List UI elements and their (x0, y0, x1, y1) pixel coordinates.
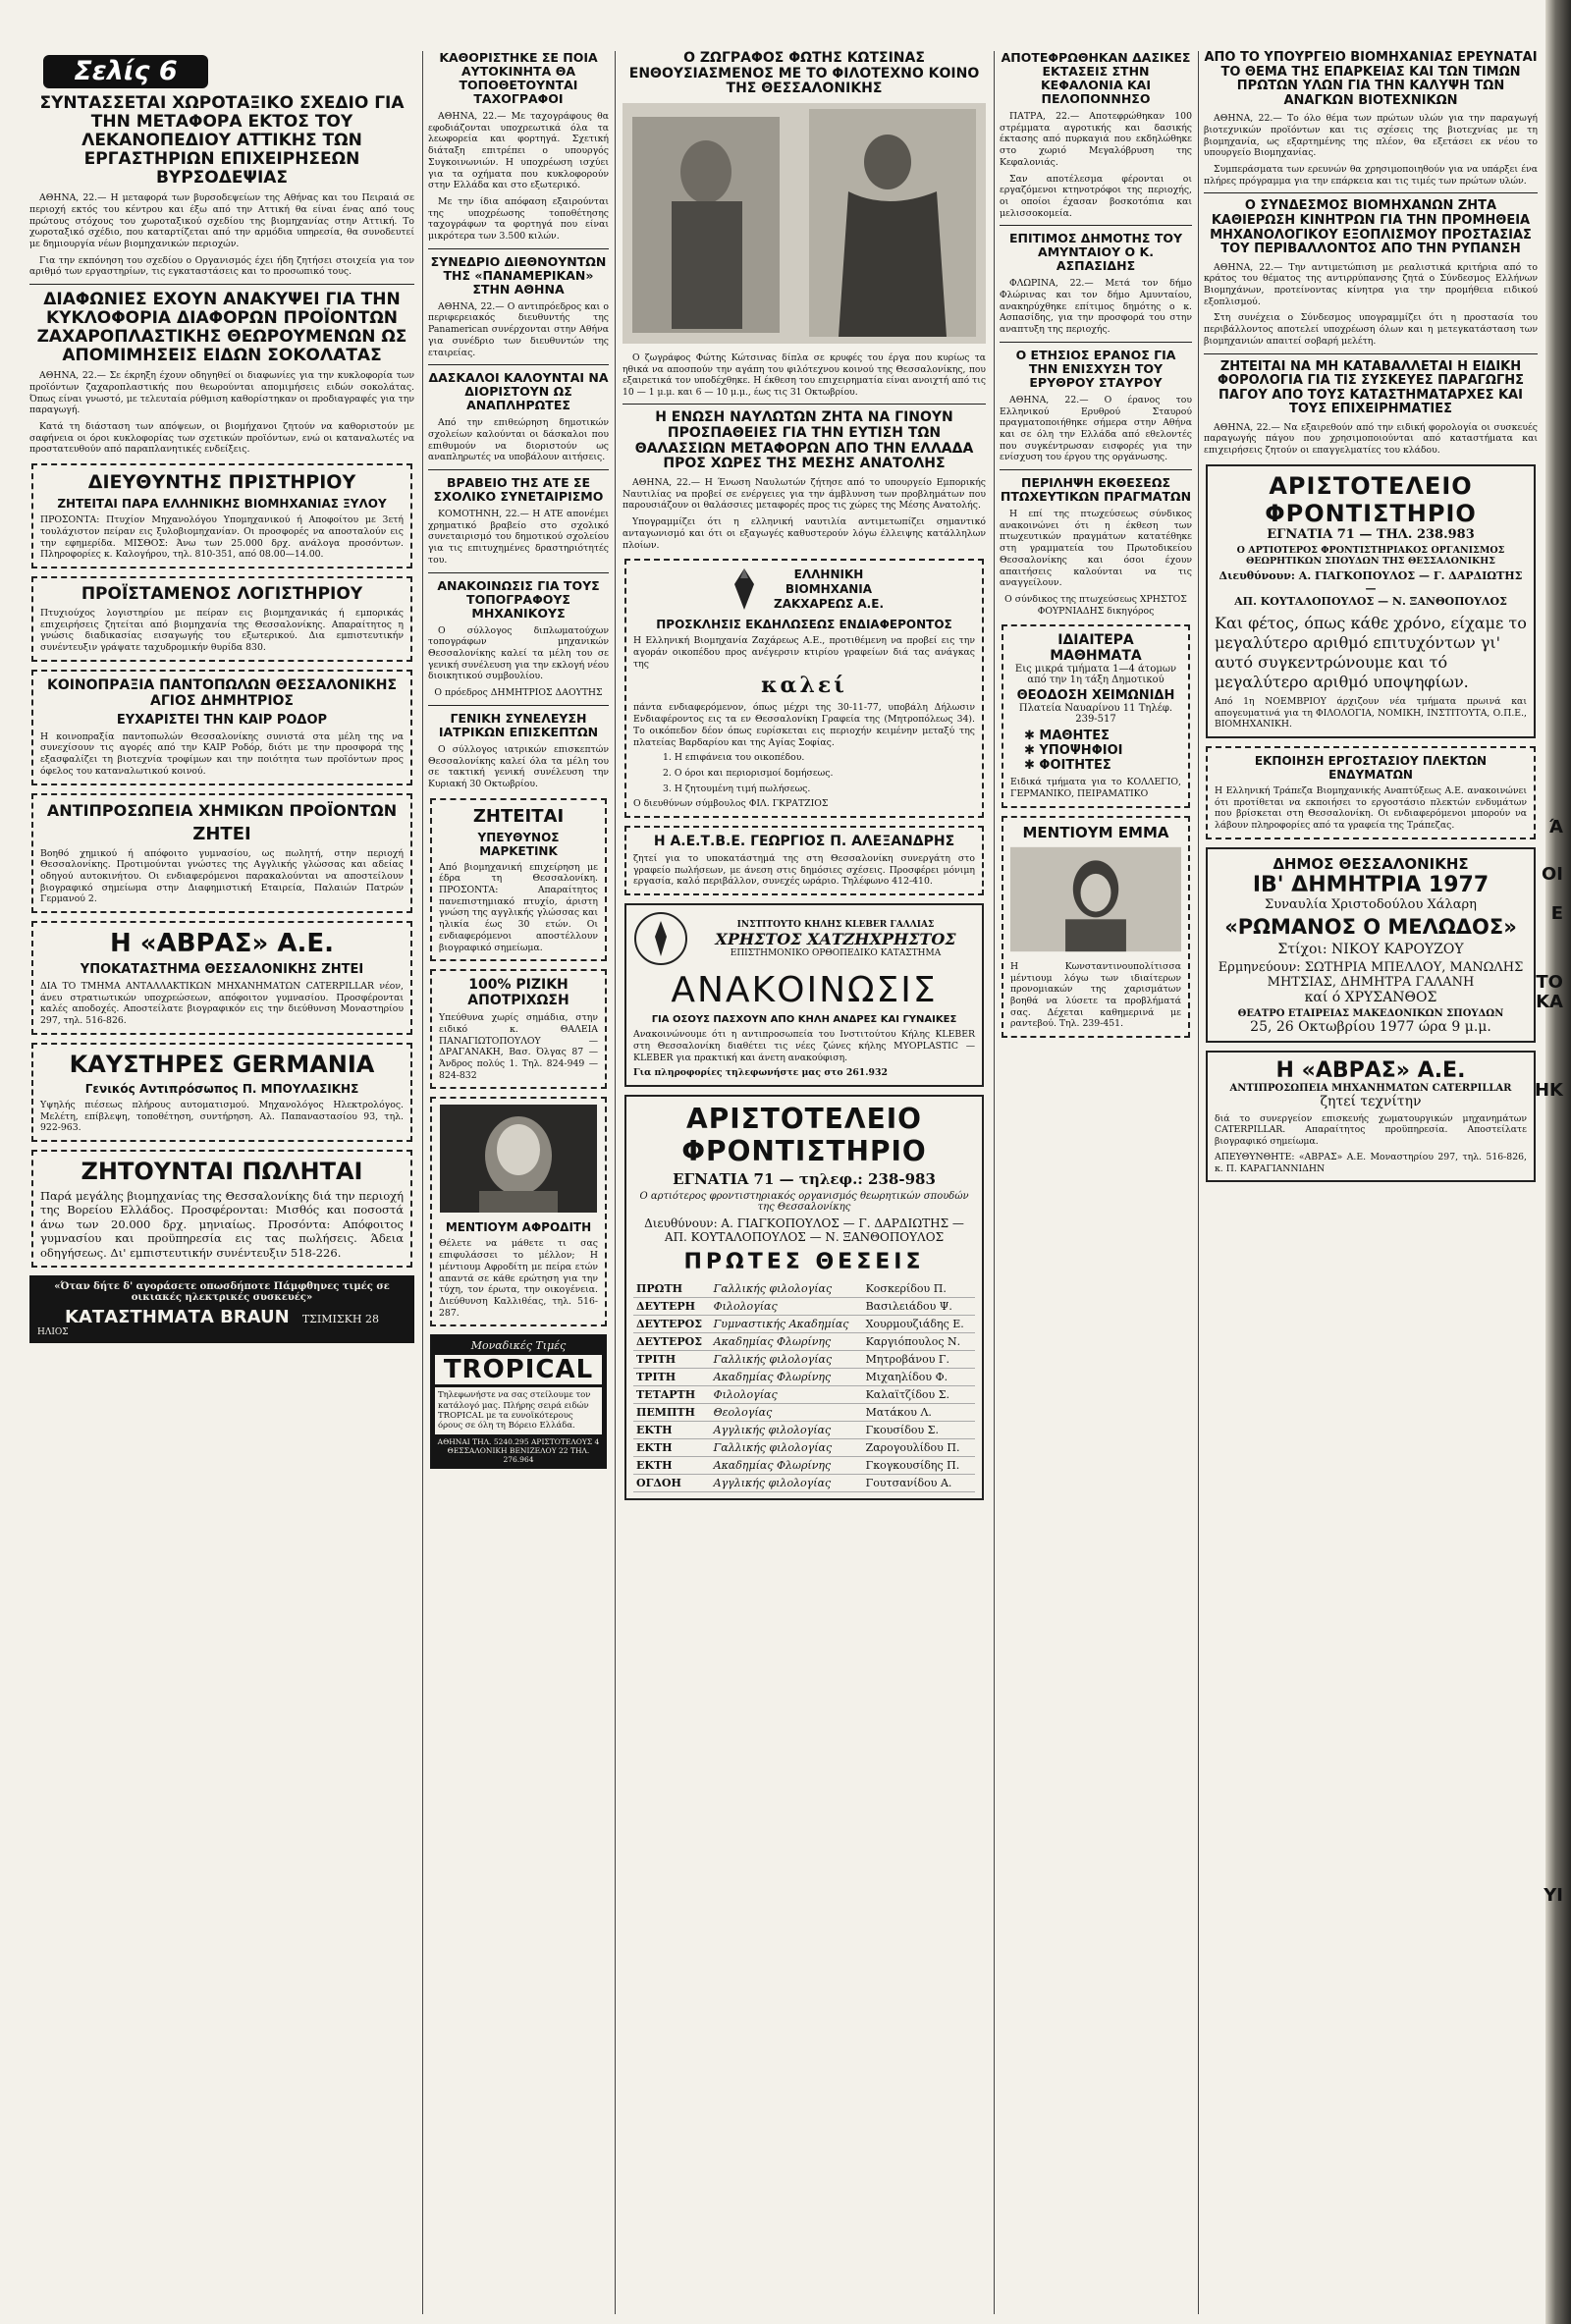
body-text: Κατά τη διάσταση των απόψεων, οι βιομήχανοι ζητούν να καθοριστούν με σαφήνεια οι όροι κυκλοφορίας των σχετικών προϊόντων, ενώ οι καταναλωτές να προστατευθούν από παραπλανητικές ενδείξεις. (29, 421, 414, 456)
body-text: Με την ίδια απόφαση εξαιρούνται της υποχρέωσης τοποθέτησης ταχογράφων τα φορτηγά που είναι μικρότερα των 3.500 κιλών. (428, 195, 609, 243)
rank-cell: ΕΚΤΗ (633, 1438, 711, 1456)
ad-subtitle: ΕΥΧΑΡΙΣΤΕΙ ΤΗΝ ΚΑΙΡ ΡΟΔΟΡ (116, 712, 328, 728)
ad-abras-2 (1206, 1051, 1536, 1183)
ad-apotrichosi (430, 969, 607, 1089)
portrait-photo (1010, 845, 1181, 953)
star-icon: ✱ (1024, 758, 1040, 774)
edge-letter: Ά (1548, 817, 1563, 838)
ad-alexandris (624, 826, 984, 895)
divider (1000, 342, 1192, 343)
painter-photo (623, 103, 986, 344)
brand-line: ΒΙΟΜΗΧΑΝΙΑ (785, 581, 873, 596)
brand-line: ΕΛΛΗΝΙΚΗ (793, 567, 864, 581)
ad-lyrics: Στίχοι: ΝΙΚΟΥ ΚΑΡΟΥΖΟΥ (1277, 941, 1464, 957)
ad-slogan: Και φέτος, όπως κάθε χρόνο, είχαμε το μεγαλύτερο αριθμό επιτυχόντων γι' αυτό συγκεντρώνουμε και τό μεγαλύτερο αριθμό υποψηφίων. (1215, 613, 1527, 691)
school-cell: Αγγλικής φιλολογίας (711, 1421, 863, 1438)
ad-title: 100% ΡΙΖΙΚΗ ΑΠΟΤΡΙΧΩΣΗ (467, 977, 569, 1009)
student-cell: Γουτσανίδου Α. (863, 1474, 975, 1491)
ad-aristoteleio-2 (1206, 464, 1536, 738)
page-number-label: Σελίς 6 (43, 55, 208, 88)
portrait-photo (439, 1105, 598, 1213)
ad-body: Παρά μεγάλης βιομηχανίας της Θεσσαλονίκης διά την περιοχή της Βορείου Ελλάδος. Προσφέρονται: Μισθός και ποσοστά άνω των 20.000 δρχ. μηνιαίως. Προσόντα: Απόφοιτος γυμνασίου και προϋπηρεσία εις τας πωλήσεις. Άδεια οδηγήσεως. Δι' εμπιστευτικήν συνέντευξιν 518-226. (40, 1189, 404, 1260)
photo-caption: Ο ζωγράφος Φώτης Κώτσινας δίπλα σε κρυφές του έργα που κυρίως τα ηθικά να αποσπούν την αγάπη του φιλότεχνου κοινού της Θεσσαλονίκης, που εξαιρετικά τον υποδέχθηκε. Η έκθεση του επιχειρηματία είναι ανοιχτή από τις 10 — 1 μ.μ. και 6 — 10 μ.μ., έως τις 31 Οκτωβρίου. (623, 352, 986, 398)
headline: ΑΠΟΤΕΦΡΩΘΗΚΑΝ ΔΑΣΙΚΕΣ ΕΚΤΑΣΕΙΣ ΣΤΗΝ ΚΕΦΑΛΟΝΙΑ ΚΑΙ ΠΕΛΟΠΟΝΝΗΣΟ (1001, 51, 1191, 106)
ad-address: ΕΓΝΑΤΙΑ 71 — ΤΗΛ. 238.983 (1267, 526, 1475, 542)
article-topografoi (428, 579, 609, 699)
ad-title: ΑΝΑΚΟΙΝΩΣΙΣ (671, 970, 938, 1011)
school-cell: Γαλλικής φιλολογίας (711, 1350, 863, 1368)
ad-title: TROPICAL (435, 1355, 602, 1384)
ad-body: Υπεύθυνα χωρίς σημάδια, στην ειδικό κ. ΘΑΛΕΙΑ ΠΑΝΑΓΙΩΤΟΠΟΥΛΟΥ — ΔΡΑΓΑΝΑΚΗ, Βασ. Όλγας 87 — Άνδρος πολύς 1. Τηλ. 824-949 — 824-832 (439, 1012, 598, 1081)
ad-description: Ο ΑΡΤΙΟΤΕΡΟΣ ΦΡΟΝΤΙΣΤΗΡΙΑΚΟΣ ΟΡΓΑΝΙΣΜΟΣ ΘΕΩΡΗΤΙΚΩΝ ΣΠΟΥΔΩΝ ΤΗΣ ΘΕΣΣΑΛΟΝΙΚΗΣ (1236, 544, 1505, 567)
ad-ekpoiisi (1206, 746, 1536, 839)
divider (1000, 469, 1192, 470)
ad-note: Από 1η ΝΟΕΜΒΡΙΟΥ άρχιζουν νέα τμήματα πρωινά και απογευματινά για τη ΦΙΛΟΛΟΓΙΑ, ΝΟΜΙΚΗ, ΙΝΣΤΙΤΟΥΤΑ, Ο.Π.Ε., ΒΙΟΜΗΧΑΝΙΚΗ. (1215, 695, 1527, 730)
article-syndesmos (1204, 199, 1538, 347)
ad-tagline: «Όταν δήτε δ' αγοράσετε οπωσδήποτε Πάμφθηνες τιμές σε οικιακές ηλεκτρικές συσκευές» (54, 1281, 390, 1304)
ad-mentioum-afroditi (430, 1097, 607, 1326)
ad-title: ΖΗΤΟΥΝΤΑΙ ΠΩΛΗΤΑΙ (81, 1158, 363, 1185)
ad-title: ΙΔΙΑΙΤΕΡΑ ΜΑΘΗΜΑΤΑ (1050, 632, 1142, 665)
ad-marketing (430, 798, 607, 962)
ad-body: Θέλετε να μάθετε τι σας επιφυλάσσει το μέλλον; Η μέντιουμ Αφροδίτη με πείρα ετών απαντά σε κάθε ερώτηση για την τύχη, τον έρωτα, την οικογένεια. Διεύθυνση Καλλιθέας, τηλ. 516-287. (439, 1238, 598, 1319)
rank-cell: ΕΚΤΗ (633, 1421, 711, 1438)
ad-contact: ΑΠΕΥΘΥΝΘΗΤΕ: «ΑΒΡΑΣ» Α.Ε. Μοναστηρίου 297, τηλ. 516-826, κ. Π. ΚΑΡΑΓΙΑΝΝΙΔΗΝ (1215, 1151, 1527, 1174)
article-ptoxefsi (1000, 476, 1192, 617)
article-pagos (1204, 360, 1538, 457)
ad-body: ζητεί για το υποκατάστημά της στη Θεσσαλονίκη συνεργάτη στο γραφείο πωλήσεων, με άνεση στις δημόσιες σχέσεις. Προσφέρει μόνιμη εργασία, καλό περιβάλλον, συνεχές ωράριο. Τηλέφωνο 412-410. (633, 853, 975, 888)
headline: Ο ΕΤΗΣΙΟΣ ΕΡΑΝΟΣ ΓΙΑ ΤΗΝ ΕΝΙΣΧΥΣΗ ΤΟΥ ΕΡΥΘΡΟΥ ΣΤΑΥΡΟΥ (1015, 347, 1176, 390)
student-cell: Καργιόπουλος Ν. (863, 1332, 975, 1350)
rank-cell: ΔΕΥΤΕΡΟΣ (633, 1315, 711, 1332)
ad-aristoteleio-1 (624, 1095, 984, 1500)
headline: ΖΗΤΕΙΤΑΙ ΝΑ ΜΗ ΚΑΤΑΒΑΛΛΕΤΑΙ Η ΕΙΔΙΚΗ ΦΟΡΟΛΟΓΙΑ ΓΙΑ ΤΙΣ ΣΥΣΚΕΥΕΣ ΠΑΡΑΓΩΓΗΣ ΠΑΓΟΥ ΑΠΟ ΤΟΥΣ ΚΑΤΑΣΤΗΜΑΤΑΡΧΕΣ ΚΑΙ ΤΟΥΣ ΕΠΙΧΕΙΡΗΜΑΤΙΕΣ (1217, 358, 1525, 417)
headline: ΠΕΡΙΛΗΨΗ ΕΚΘΕΣΕΩΣ ΠΤΩΧΕΥΤΙΚΩΝ ΠΡΑΓΜΑΤΩΝ (1000, 475, 1192, 505)
ad-mentioum-emma (1002, 816, 1190, 1038)
body-text: Στη συνέχεια ο Σύνδεσμος υπογραμμίζει ότι η προστασία του περιβάλλοντος αποτελεί υποχρέωση όλων και η μετεγκατάσταση των βιομηχανιών απαιτεί σοβαρή μελέτη. (1204, 312, 1538, 347)
ad-title: ΖΗΤΕΙΤΑΙ (472, 805, 565, 827)
divider (428, 248, 609, 249)
divider (623, 404, 986, 405)
student-cell: Βασιλειάδου Ψ. (863, 1297, 975, 1315)
ad-date: 25, 26 Οκτωβρίου 1977 ώρα 9 μ.μ. (1250, 1018, 1491, 1035)
article-zaxaroplastiki (29, 291, 414, 456)
ad-title: «ΡΩΜΑΝΟΣ Ο ΜΕΛΩΔΟΣ» (1224, 914, 1517, 939)
body-text: ΑΘΗΝΑ, 22.— Ο αντιπρόεδρος και ο περιφερειακός διευθυντής της Panamerican συνέρχονται στην Αθήνα για συνέδριο των διευθυντών της εταιρείας. (428, 300, 609, 358)
ad-footer: ΑΘΗΝΑΙ ΤΗΛ. 5240.295 ΑΡΙΣΤΟΤΕΛΟΥΣ 4 ΘΕΣΣΑΛΟΝΙΚΗ ΒΕΝΙΖΕΛΟΥ 22 ΤΗΛ. 276.964 (437, 1436, 600, 1464)
star-icon: ✱ (1024, 743, 1040, 759)
ad-event: ΙΒ' ΔΗΜΗΤΡΙΑ 1977 (1252, 872, 1490, 897)
ad-top: ΔΗΜΟΣ ΘΕΣΣΑΛΟΝΙΚΗΣ (1273, 854, 1469, 873)
body-text: ΑΘΗΝΑ, 22.— Σε έκρηξη έχουν οδηγηθεί οι διαφωνίες για την κυκλοφορία των προϊόντων ζαχαροπλαστικής που θεωρούνται απομιμήσεις ειδών σοκολάτας. Όπως είναι γνωστό, με τελευταία ρύθμιση καθορίστηκαν οι προδιαγραφές για την παραγωγή. (29, 370, 414, 416)
ad-keyword: καλεί (761, 673, 847, 699)
ad-subtitle: ΥΠΟΚΑΤΑΣΤΗΜΑ ΘΕΣΣΑΛΟΝΙΚΗΣ ΖΗΤΕΙ (80, 962, 364, 978)
edge-letter: Ε (1550, 903, 1563, 924)
rank-cell: ΕΚΤΗ (633, 1456, 711, 1474)
signature: Ο σύνδικος της πτωχεύσεως ΧΡΗΣΤΟΣ ΦΟΥΡΝΙΑΔΗΣ δικηγόρος (1004, 593, 1187, 617)
article-xorotaxiko (29, 94, 414, 278)
ad-koinopraxia (31, 670, 412, 785)
ad-venue: ΘΕΑΤΡΟ ΕΤΑΙΡΕΙΑΣ ΜΑΚΕΔΟΝΙΚΩΝ ΣΠΟΥΔΩΝ (1237, 1007, 1504, 1019)
ad-title: ΔΙΕΥΘΥΝΤΗΣ ΠΡΙΣΤΗΡΙΟΥ (87, 471, 356, 494)
star-item: ✱ ΥΠΟΨΗΦΙΟΙ (1024, 743, 1123, 759)
ad-mathimata (1002, 624, 1190, 807)
school-cell: Θεολογίας (711, 1403, 863, 1421)
body-text: ΚΟΜΟΤΗΝΗ, 22.— Η ΑΤΕ απονέμει χρηματικό βραβείο στο σχολικό συνεταιρισμό του δημοτικού σχολείου για τις επιτυχημένες δραστηριότητές του. (428, 509, 609, 566)
ad-directors: Διευθύνουν: Α. ΓΙΑΓΚΟΠΟΥΛΟΣ — Γ. ΔΑΡΔΙΩΤΗΣ — (644, 1216, 964, 1230)
body-text: ΑΘΗΝΑ, 22.— Η μεταφορά των βυρσοδεψείων της Αθήνας και του Πειραιά σε περιοχή εκτός του κέντρου και έξω από την Αττική θα είναι ένας από τους πρώτους στόχους του χωροταξικού σχεδίου της βιομηχανίας στην Αττική. Το χωροταξικό σχέδιο, που καταρτίζεται από την αρμόδια υπηρεσία, θα συνοδευτεί με δημιουργία νέων βιομηχανικών περιοχών. (29, 192, 414, 249)
table-row (633, 1421, 975, 1438)
column-rule (1198, 51, 1199, 2314)
ad-address: ΕΓΝΑΤΙΑ 71 — τηλεφ.: 238-983 (673, 1169, 936, 1188)
divider (428, 469, 609, 470)
student-cell: Χουρμουζιάδης Ε. (863, 1315, 975, 1332)
article-daskaloi (428, 371, 609, 463)
body-text: ΠΑΤΡΑ, 22.— Αποτεφρώθηκαν 100 στρέμματα αγροτικής και δασικής έκτασης από πυρκαγιά που εκδηλώθηκε στο χωριό Μεγαλόβρυση της Κεφαλονιάς. (1000, 111, 1192, 168)
ad-subtitle-2: ΓΙΑ ΟΣΟΥΣ ΠΑΣΧΟΥΝ ΑΠΟ ΚΗΛΗ ΑΝΔΡΕΣ ΚΑΙ ΓΥΝΑΙΚΕΣ (651, 1014, 957, 1026)
article-vraveio (428, 476, 609, 567)
ad-pristiriou (31, 463, 412, 568)
headline: ΔΙΑΦΩΝΙΕΣ ΕΧΟΥΝ ΑΝΑΚΥΨΕΙ ΓΙΑ ΤΗΝ ΚΥΚΛΟΦΟΡΙΑ ΔΙΑΦΟΡΩΝ ΠΡΟΪΟΝΤΩΝ ΖΑΧΑΡΟΠΛΑΣΤΙΚΗΣ ΘΕΩΡΟΥΜΕΝΩΝ ΩΣ ΑΠΟΜΙΜΗΣΕΙΣ ΕΙΔΩΝ ΣΟΚΟΛΑΤΑΣ (36, 290, 407, 366)
article-epitimos (1000, 232, 1192, 336)
ad-body: Υψηλής πιέσεως πλήρους αυτοματισμού. Μηχανολόγος Ηλεκτρολόγος. Μελέτη, επίβλεψη, τοποθέτηση, συντήρηση. Αλ. Παπαναστασίου 93, τηλ. 922-963. (40, 1099, 404, 1134)
ad-body: ΔΙΑ ΤΟ ΤΜΗΜΑ ΑΝΤΑΛΛΑΚΤΙΚΩΝ ΜΗΧΑΝΗΜΑΤΩΝ CATERPILLAR νέον, άνευ στρατιωτικών υποχρεώσεων, απόφοιτον γυμνασίου. Προσφέρονται καλές αποδοχές. Αποστείλατε βιογραφικόν εις την διεύθυνση Μοναστηρίου 297, τηλ. 516-826. (40, 981, 404, 1027)
ad-kicker: Μοναδικές Τιμές (470, 1339, 567, 1353)
article-eranos (1000, 349, 1192, 463)
school-cell: Φιλολογίας (711, 1385, 863, 1403)
edge-letter: ΟΙ (1542, 864, 1563, 885)
sugar-beet-logo (725, 567, 764, 612)
star-item: ✱ ΜΑΘΗΤΕΣ (1024, 729, 1110, 744)
brand-line: ΖΑΚΧΑΡΕΩΣ Α.Ε. (774, 596, 884, 611)
table-row (633, 1280, 975, 1298)
body-text: ΑΘΗΝΑ, 22.— Να εξαιρεθούν από την ειδική φορολογία οι συσκευές παραγωγής πάγου που χρησιμοποιούνται από καταστήματα και επιχειρήσεις ζητούν οι επαγγελματίες του κλάδου. (1204, 421, 1538, 457)
ad-body: Η Ελληνική Τράπεζα Βιομηχανικής Αναπτύξεως Α.Ε. ανακοινώνει ότι προτίθεται να εκποιήσει το εργοστάσιο πλεκτών ενδυμάτων που βρίσκεται στη Θεσσαλονίκη. Οι ενδιαφερόμενοι μπορούν να λάβουν πληροφορίες από τα γραφεία της Τράπεζας. (1215, 784, 1527, 832)
ad-subtitle: ΖΗΤΕΙ (192, 823, 251, 844)
results-table (633, 1280, 975, 1492)
ad-body: ΠΡΟΣΟΝΤΑ: Πτυχίον Μηχανολόγου Υπομηχανικού ή Αποφοίτου με 3ετή τουλάχιστον πείραν εις ξυλοβιομηχανίαν. Οι προσφορές να αποσταλούν εις την εφημερίδα. ΜΙΣΘΟΣ: Άνω των 25.000 δρχ. ανάλογα προσόντων. Πληροφορίες κ. Καλογήρου, τηλ. 810-351, από 08.00—14.00. (40, 514, 404, 561)
ad-politai (31, 1150, 412, 1268)
divider (428, 705, 609, 706)
ad-title: ΚΟΙΝΟΠΡΑΞΙΑ ΠΑΝΤΟΠΩΛΩΝ ΘΕΣΣΑΛΟΝΙΚΗΣ ΑΓΙΟΣ ΔΗΜΗΤΡΙΟΣ (46, 676, 398, 709)
ad-description: Ο αρτιότερος φροντιστηριακός οργανισμός θεωρητικών σπουδών της Θεσσαλονίκης (639, 1190, 969, 1213)
list-item: 3. Η ζητουμένη τιμή πωλήσεως. (663, 783, 811, 794)
divider (29, 284, 414, 285)
ad-and: καί ό ΧΡΥΣΑΝΘΟΣ (1304, 989, 1437, 1005)
list-item: 1. Η επιφάνεια του οικοπέδου. (663, 752, 805, 764)
ad-braun (29, 1275, 414, 1343)
body-text: Για την εκπόνηση του σχεδίου ο Οργανισμός έχει ήδη ζητήσει στοιχεία για τον αριθμό των εργαστηρίων, τις εγκαταστάσεις και το προσωπικό τους. (29, 254, 414, 278)
edge-letter: ΥΙ (1544, 1885, 1563, 1906)
student-cell: Ματάκου Λ. (863, 1403, 975, 1421)
ad-small: ΗΛΙΟΣ (37, 1327, 69, 1338)
ad-title: ΑΡΙΣΤΟΤΕΛΕΙΟ ΦΡΟΝΤΙΣΤΗΡΙΟ (681, 1102, 927, 1167)
student-cell: Μητροβάνου Γ. (863, 1350, 975, 1368)
divider (1204, 192, 1538, 193)
headline: ΑΝΑΚΟΙΝΩΣΙΣ ΓΙΑ ΤΟΥΣ ΤΟΠΟΓΡΑΦΟΥΣ ΜΗΧΑΝΙΚΟΥΣ (437, 577, 600, 621)
ad-subtitle-2: ζητεί τεχνίτην (1320, 1093, 1422, 1109)
star-item: ✱ ΦΟΙΤΗΤΕΣ (1024, 758, 1111, 774)
body-text: Από την επιθεώρηση δημοτικών σχολείων καλούνται οι δάσκαλοι που επιθυμούν να διοριστούν ως αναπληρωτές να υποβάλουν αιτήσεις. (428, 417, 609, 463)
ad-chimika (31, 793, 412, 914)
rank-cell: ΟΓΔΟΗ (633, 1474, 711, 1491)
ad-body: Βοηθό χημικού ή απόφοιτο γυμνασίου, ως πωλητή, στην περιοχή Θεσσαλονίκης. Προτιμούνται γνώστες της Αγγλικής γλώσσας και αδείας οδηγού αυτοκινήτου. Οι ενδιαφερόμενοι παρακαλούνται να αποστείλουν βιογραφικό σημείωμα στην Διαφημιστική Εταιρεία, Παλαιών Πατρών Γερμανού 2. (40, 847, 404, 905)
column-rule (615, 51, 616, 2314)
ad-body: διά το συνεργείον επισκευής χωματουργικών μηχανημάτων CATERPILLAR. Απαραίτητος προϋπηρεσία. Αποστείλατε βιογραφικό σημείωμα. (1215, 1112, 1527, 1148)
ad-directors: Διευθύνουν: Α. ΓΙΑΓΚΟΠΟΥΛΟΣ — Γ. ΔΑΡΔΙΩΤΗΣ — (1219, 568, 1523, 595)
article-kotsinas (623, 51, 986, 398)
body-text: Συμπεράσματα των ερευνών θα χρησιμοποιηθούν για να υπάρξει ένα πλήρες πρόγραμμα για την επάρκεια και τις τιμές των πρώτων υλών. (1204, 164, 1538, 187)
headline: Η ΕΝΩΣΗ ΝΑΥΛΩΤΩΝ ΖΗΤΑ ΝΑ ΓΙΝΟΥΝ ΠΡΟΣΠΑΘΕΙΕΣ ΓΙΑ ΤΗΝ ΕΥΤΙΣΗ ΤΩΝ ΘΑΛΑΣΣΙΩΝ ΜΕΤΑΦΟΡΩΝ ΑΠΟ ΤΗΝ ΕΛΛΑΔΑ ΠΡΟΣ ΧΩΡΕΣ ΤΗΣ ΜΕΣΗΣ ΑΝΑΤΟΛΗΣ (634, 409, 974, 472)
column-5 (1204, 51, 1538, 2314)
article-taxografoi (428, 51, 609, 243)
school-cell: Αγγλικής φιλολογίας (711, 1474, 863, 1491)
school-cell: Ακαδημίας Φλωρίνης (711, 1332, 863, 1350)
body-text: Ο σύλλογος διπλωματούχων τοπογράφων μηχανικών Θεσσαλονίκης καλεί τα μέλη του σε γενική συνέλευση για την εκλογή νέου διοικητικού συμβουλίου. (428, 624, 609, 682)
headline: ΣΥΝΤΑΣΣΕΤΑΙ ΧΩΡΟΤΑΞΙΚΟ ΣΧΕΔΙΟ ΓΙΑ ΤΗΝ ΜΕΤΑΦΟΡΑ ΕΚΤΟΣ ΤΟΥ ΛΕΚΑΝΟΠΕΔΙΟΥ ΑΤΤΙΚΗΣ ΤΩΝ ΕΡΓΑΣΤΗΡΙΩΝ ΕΠΙΧΕΙΡΗΣΕΩΝ ΒΥΡΣΟΔΕΨΙΑΣ (39, 94, 405, 189)
ad-title: ΚΑΥΣΤΗΡΕΣ GERMANIA (69, 1050, 375, 1078)
kleber-logo (633, 911, 688, 966)
body-text: ΑΘΗΝΑ, 22.— Το όλο θέμα των πρώτων υλών για την παραγωγή βιοτεχνικών προϊόντων και τις σχέσεις της βιοτεχνίας με τη βιομηχανία, ως εξαρτημένης της πλέον, θα εξετάσει εκ νέου το υπουργείο Βιομηχανίας. (1204, 113, 1538, 159)
edge-letter: ΤΟ (1536, 972, 1563, 993)
school-cell: Γυμναστικής Ακαδημίας (711, 1315, 863, 1332)
list-item: 2. Ο όροι και περιορισμοί δομήσεως. (663, 767, 834, 779)
signature: Ο διευθύνων σύμβουλος ΦΙΛ. ΓΚΡΑΤΖΙΟΣ (633, 798, 829, 810)
body-text: ΦΛΩΡΙΝΑ, 22.— Μετά τον δήμο Φλώρινας και τον δήμο Αμυνταίου, ανακηρύχθηκε επίτιμος δημότης ο κ. Ασπασίδης, για την προσφορά του στην αναπτυξη της περιοχής. (1000, 278, 1192, 336)
headline: ΒΡΑΒΕΙΟ ΤΗΣ ΑΤΕ ΣΕ ΣΧΟΛΙΚΟ ΣΥΝΕΤΑΙΡΙΣΜΟ (433, 475, 604, 505)
star-icon: ✱ (1024, 729, 1040, 744)
headline: Ο ΣΥΝΔΕΣΜΟΣ ΒΙΟΜΗΧΑΝΩΝ ΖΗΤΑ ΚΑΘΙΕΡΩΣΗ ΚΙΝΗΤΡΩΝ ΓΙΑ ΤΗΝ ΠΡΟΜΗΘΕΙΑ ΜΗΧΑΝΟΛΟΓΙΚΟΥ ΕΞΟΠΛΙΣΜΟΥ ΠΡΟΣΤΑΣΙΑΣ ΤΟΥ ΠΕΡΙΒΑΛΛΟΝΤΟΣ ΑΠΟ ΤΗΝ ΡΥΠΑΝΣΗ (1210, 198, 1532, 257)
ad-brand: ΚΑΤΑΣΤΗΜΑΤΑ BRAUN (65, 1307, 290, 1328)
ad-subtitle: Συναυλία Χριστοδούλου Χάλαρη (1265, 896, 1477, 912)
ad-body: Η Κωνσταντινουπολίτισσα μέντιουμ λόγω των ιδιαίτερων προνομιακών της χαρισμάτων βοηθά να λύσετε τα προβλήματά σας. Δέχεται καθημερινά με ραντεβού. Τηλ. 239-451. (1010, 960, 1181, 1030)
school-cell: Φιλολογίας (711, 1297, 863, 1315)
list-title: ΠΡΩΤΕΣ ΘΕΣΕΙΣ (683, 1249, 925, 1274)
page-edge (1545, 0, 1571, 2324)
school-cell: Ακαδημίας Φλωρίνης (711, 1368, 863, 1385)
body-text: Ο σύλλογος ιατρικών επισκεπτών Θεσσαλονίκης καλεί όλα τα μέλη του σε τακτική γενική συνέλευση την Κυριακή 30 Οκτωβρίου. (428, 743, 609, 789)
divider (428, 572, 609, 573)
ad-address: ΤΣΙΜΙΣΚΗ 28 (301, 1313, 379, 1326)
divider (1000, 225, 1192, 226)
ad-footer: Για πληροφορίες τηλεφωνήστε μας στο 261.932 (633, 1067, 888, 1079)
rank-cell: ΔΕΥΤΕΡΗ (633, 1297, 711, 1315)
student-cell: Μιχαηλίδου Φ. (863, 1368, 975, 1385)
ad-logistiriou (31, 576, 412, 662)
ad-title: ΑΡΙΣΤΟΤΕΛΕΙΟ ΦΡΟΝΤΙΣΤΗΡΙΟ (1265, 471, 1477, 527)
ad-subtitle: ΖΗΤΕΙΤΑΙ ΠΑΡΑ ΕΛΛΗΝΙΚΗΣ ΒΙΟΜΗΧΑΝΙΑΣ ΞΥΛΟΥ (57, 497, 387, 512)
body-text: ΑΘΗΝΑ, 22.— Η Ένωση Ναυλωτών ζήτησε από το υπουργείο Εμπορικής Ναυτιλίας να προβεί σε ενέργειες για την άμβλυνση των προβλημάτων που παρουσιάζουν οι θαλάσσιες μεταφορές προς τις χώρες της Μέσης Ανατολής. (623, 477, 986, 512)
edge-letter: ΗΚ (1534, 1080, 1563, 1101)
headline: ΑΠΟ ΤΟ ΥΠΟΥΡΓΕΙΟ ΒΙΟΜΗΧΑΝΙΑΣ ΕΡΕΥΝΑΤΑΙ ΤΟ ΘΕΜΑ ΤΗΣ ΕΠΑΡΚΕΙΑΣ ΚΑΙ ΤΩΝ ΤΙΜΩΝ ΠΡΩΤΩΝ ΥΛΩΝ ΓΙΑ ΤΗΝ ΚΑΛΥΨΗ ΤΩΝ ΑΝΑΓΚΩΝ ΒΙΟΤΕΧΝΙΚΩΝ (1204, 51, 1538, 108)
ad-kleber (624, 903, 984, 1087)
ad-title: Η «ΑΒΡΑΣ» Α.Ε. (1275, 1057, 1466, 1083)
table-row (633, 1368, 975, 1385)
student-cell: Κοσκερίδου Π. (863, 1280, 975, 1298)
rank-cell: ΤΡΙΤΗ (633, 1350, 711, 1368)
school-cell: Ακαδημίας Φλωρίνης (711, 1456, 863, 1474)
ad-directors: ΑΠ. ΚΟΥΤΑΛΟΠΟΥΛΟΣ — Ν. ΞΑΝΘΟΠΟΥΛΟΣ (1234, 594, 1507, 608)
ad-title: ΜΕΝΤΙΟΥΜ ΕΜΜΑ (1022, 823, 1169, 841)
article-dasikes (1000, 51, 1192, 219)
ad-subtitle: ΥΠΕΥΘΥΝΟΣ ΜΑΡΚΕΤΙΝΚ (477, 830, 560, 858)
student-cell: Ζαρογουλίδου Π. (863, 1438, 975, 1456)
ad-body: Τηλεφωνήστε να σας στείλουμε τον κατάλογό μας. Πλήρης σειρά ειδών TROPICAL με τα ευνοϊκότερους όρους σε όλη τη Βόρειο Ελλάδα. (435, 1387, 602, 1433)
table-row (633, 1474, 975, 1491)
table-row (633, 1385, 975, 1403)
school-cell: Γαλλικής φιλολογίας (711, 1438, 863, 1456)
ad-title: Η «ΑΒΡΑΣ» Α.Ε. (110, 929, 334, 959)
rank-cell: ΠΡΩΤΗ (633, 1280, 711, 1298)
student-cell: Γκογκουσίδης Π. (863, 1456, 975, 1474)
ad-title: ΕΚΠΟΙΗΣΗ ΕΡΓΟΣΤΑΣΙΟΥ ΠΛΕΚΤΩΝ ΕΝΔΥΜΑΤΩΝ (1254, 753, 1488, 782)
ad-title: ΠΡΟΣΚΛΗΣΙΣ ΕΚΔΗΛΩΣΕΩΣ ΕΝΔΙΑΦΕΡΟΝΤΟΣ (656, 618, 952, 632)
divider (428, 364, 609, 365)
column-2 (428, 51, 609, 2314)
ad-zaxaris (624, 559, 984, 818)
article-iatrikoi (428, 712, 609, 790)
table-row (633, 1332, 975, 1350)
ad-address: Πλατεία Ναυαρίνου 11 Τηλέφ. 239-517 (1018, 703, 1173, 726)
ad-subtitle: Γενικός Αντιπρόσωπος Π. ΜΠΟΥΛΑΣΙΚΗΣ (84, 1081, 359, 1096)
ad-subtitle: ΕΠΙΣΤΗΜΟΝΙΚΟ ΟΡΘΟΠΕΔΙΚΟ ΚΑΤΑΣΤΗΜΑ (730, 947, 942, 958)
table-row (633, 1456, 975, 1474)
table-row (633, 1297, 975, 1315)
rank-cell: ΠΕΜΠΤΗ (633, 1403, 711, 1421)
headline: ΓΕΝΙΚΗ ΣΥΝΕΛΕΥΣΗ ΙΑΤΡΙΚΩΝ ΕΠΙΣΚΕΠΤΩΝ (438, 710, 599, 739)
table-row (633, 1350, 975, 1368)
article-protes-yles (1204, 51, 1538, 187)
ad-footer: Ειδικά τμήματα για το ΚΟΛΛΕΓΙΟ, ΓΕΡΜΑΝΙΚΟ, ΠΕΙΡΑΜΑΤΙΚΟ (1010, 777, 1181, 800)
ad-title: ΑΝΤΙΠΡΟΣΩΠΕΙΑ ΧΗΜΙΚΩΝ ΠΡΟΪΟΝΤΩΝ (46, 800, 398, 820)
ad-tropical (430, 1334, 607, 1468)
headline: ΣΥΝΕΔΡΙΟ ΔΙΕΘΝΟΥΝΤΩΝ ΤΗΣ «ΠΑΝΑΜΕΡΙΚΑΝ» ΣΤΗΝ ΑΘΗΝΑ (430, 253, 607, 297)
headline: Ο ΖΩΓΡΑΦΟΣ ΦΩΤΗΣ ΚΩΤΣΙΝΑΣ ΕΝΘΟΥΣΙΑΣΜΕΝΟΣ ΜΕ ΤΟ ΦΙΛΟΤΕΧΝΟ ΚΟΙΝΟ ΤΗΣ ΘΕΣΣΑΛΟΝΙΚΗΣ (628, 51, 980, 97)
article-naylotes (623, 410, 986, 551)
body-text: Υπογραμμίζει ότι η ελληνική ναυτιλία αντιμετωπίζει σημαντικό ανταγωνισμό και ότι οι εξαγωγές καθυστερούν λόγω έλλειψης κατάλληλων πλοίων. (623, 516, 986, 551)
ad-directors: ΑΠ. ΚΟΥΤΑΛΟΠΟΥΛΟΣ — Ν. ΞΑΝΘΟΠΟΥΛΟΣ (664, 1229, 945, 1244)
body-text: ΑΘΗΝΑ, 22.— Την αντιμετώπιση με ρεαλιστικά κριτήρια από το κράτος του θέματος της αντιρρύπανσης ζητά ο Σύνδεσμος Ελλήνων Βιομηχάνων, προτείνοντας κίνητρα για την προμήθεια ειδικού εξοπλισμού. (1204, 261, 1538, 307)
column-3 (623, 51, 986, 2314)
ad-lead: Η Ελληνική Βιομηχανία Ζαχάρεως Α.Ε., προτιθέμενη να προβεί εις την αγοράν οικοπέδου προς ανέγερσιν κτιρίου γραφείων διά τας ανάγκας της (633, 635, 975, 670)
student-cell: Γκουσίδου Σ. (863, 1421, 975, 1438)
column-rule (422, 51, 423, 2314)
table-row (633, 1438, 975, 1456)
ad-title: Η Α.Ε.Τ.Β.Ε. ΓΕΩΡΓΙΟΣ Π. ΑΛΕΞΑΝΔΡΗΣ (653, 834, 955, 850)
rank-cell: ΤΡΙΤΗ (633, 1368, 711, 1385)
rank-cell: ΤΕΤΑΡΤΗ (633, 1385, 711, 1403)
body-text: Η επί της πτωχεύσεως σύνδικος ανακοινώνει ότι η έκθεση των πτωχευτικών πραγμάτων κατατέθηκε στη γραμματεία του Πρωτοδικείου Θεσσαλονίκης και όσοι έχουν απαιτήσεις καλούνται να τις αναγγείλουν. (1000, 509, 1192, 589)
rank-cell: ΔΕΥΤΕΡΟΣ (633, 1332, 711, 1350)
ad-name: ΧΡΗΣΤΟΣ ΧΑΤΖΗΧΡΗΣΤΟΣ (715, 929, 956, 948)
divider (1204, 353, 1538, 354)
table-row (633, 1403, 975, 1421)
ad-performers: Ερμηνεύουν: ΣΩΤΗΡΙΑ ΜΠΕΛΛΟΥ, ΜΑΝΩΛΗΣ ΜΗΤΣΙΑΣ, ΔΗΜΗΤΡΑ ΓΑΛΑΝΗ (1218, 959, 1524, 990)
ad-name: ΘΕΟΔΟΣΗ ΧΕΙΜΩΝΙΔΗ (1016, 688, 1175, 704)
signature: Ο πρόεδρος ΔΗΜΗΤΡΙΟΣ ΔΑΟΥΤΗΣ (434, 687, 603, 699)
column-1 (29, 94, 414, 2314)
ad-dimitria (1206, 847, 1536, 1043)
column-4 (1000, 51, 1192, 2314)
ad-subtitle: Εις μικρά τμήματα 1—4 άτομων από την 1η τάξη Δημοτικού (1014, 664, 1177, 686)
headline: ΚΑΘΟΡΙΣΤΗΚΕ ΣΕ ΠΟΙΑ ΑΥΤΟΚΙΝΗΤΑ ΘΑ ΤΟΠΟΘΕΤΟΥΝΤΑΙ ΤΑΧΟΓΡΑΦΟΙ (439, 51, 598, 106)
headline: ΕΠΙΤΙΜΟΣ ΔΗΜΟΤΗΣ ΤΟΥ ΑΜΥΝΤΑΙΟΥ Ο Κ. ΑΣΠΑΣΙΔΗΣ (1008, 231, 1183, 274)
headline: ΔΑΣΚΑΛΟΙ ΚΑΛΟΥΝΤΑΙ ΝΑ ΔΙΟΡΙΣΤΟΥΝ ΩΣ ΑΝΑΠΛΗΡΩΤΕΣ (428, 370, 609, 413)
body-text: ΑΘΗΝΑ, 22.— Ο έρανος του Ελληνικού Ερυθρού Σταυρού πραγματοποιήθηκε σήμερα στην Αθήνα και σε όλη την Ελλάδα από εθελοντές που συγκέντρωσαν εισφορές για την ενίσχυση του έργου της οργάνωσης. (1000, 394, 1192, 463)
school-cell: Γαλλικής φιλολογίας (711, 1280, 863, 1298)
ad-subtitle: ΑΝΤΙΠΡΟΣΩΠΕΙΑ ΜΗΧΑΝΗΜΑΤΩΝ CATERPILLAR (1229, 1082, 1512, 1094)
column-rule (994, 51, 995, 2314)
ad-body: Από βιομηχανική επιχείρηση με έδρα τη Θεσσαλονίκη. ΠΡΟΣΟΝΤΑ: Απαραίτητος πανεπιστημιακό πτυχίο, άριστη γνώση της αγγλικής γλώσσας και ηλικία έως 30 ετών. Οι ενδιαφερόμενοι αποστέλλουν βιογραφικό σημείωμα. (439, 861, 598, 953)
edge-letter: ΚΑ (1536, 992, 1563, 1012)
ad-abras (31, 921, 412, 1035)
ad-germania (31, 1043, 412, 1142)
table-row (633, 1315, 975, 1332)
ad-title: ΠΡΟΪΣΤΑΜΕΝΟΣ ΛΟΓΙΣΤΗΡΙΟΥ (81, 583, 363, 604)
ad-body: πάντα ενδιαφερόμενον, όπως μέχρι της 30-11-77, υποβάλη Δήλωσιν Ενδιαφέροντος εις τα εν Θεσσαλονίκη Γραφεία της (Μητροπόλεως 34). Το οικόπεδον δέον όπως ευρίσκεται εις περιοχήν κειμένην μεταξύ της πλατείας Βαρδαρίου και της Αγίας Σοφίας. (633, 702, 975, 748)
ad-top: ΙΝΣΤΙΤΟΥΤΟ ΚΗΛΗΣ KLEBER ΓΑΛΛΙΑΣ (736, 919, 935, 930)
article-panamerican (428, 255, 609, 359)
body-text: Σαν αποτέλεσμα φέρονται οι εργαζόμενοι κτηνοτρόφοι της περιοχής, οι οποίοι έχασαν βοσκοτόπια και μελισσοκομεία. (1000, 173, 1192, 219)
ad-body: Ανακοινώνουμε ότι η αντιπροσωπεία του Ινστιτούτου Κήλης KLEBER στη Θεσσαλονίκη διαθέτει τις νέες ζώνες κήλης MYOPLASTIC — KLEBER για πρακτική και άνετη ανακούφιση. (633, 1029, 975, 1063)
ad-caption: ΜΕΝΤΙΟΥΜ ΑΦΡΟΔΙΤΗ (445, 1220, 592, 1235)
body-text: ΑΘΗΝΑ, 22.— Με ταχογράφους θα εφοδιάζονται υποχρεωτικά όλα τα λεωφορεία και φορτηγά. Σχετική διάταξη επιτρέπει ο υπουργός Συγκοινωνιών. Η υποχρέωση ισχύει για τα οχήματα που κυκλοφορούν στην Ελλάδα και στο εξωτερικό. (428, 111, 609, 191)
ad-body: Η κοινοπραξία παντοπωλών Θεσσαλονίκης συνιστά στα μέλη της να συνεχίσουν τις αγορές από την ΚΑΙΡ Ροδόρ, διότι με την προσφορά της εξασφαλίζει τη βιοτεχνία τροφίμων και την ποιότητα των προϊόντων προς όφελος του καταναλωτικού κοινού. (40, 730, 404, 777)
ad-body: Πτυχιούχος λογιστηρίου με πείραν εις βιομηχανικάς ή εμπορικάς επιχειρήσεις ζητείται από βιομηχανία της Θεσσαλονίκης. Απαραίτητος η γνώσις διαδικασίας εισαγωγής του εξωτερικού. Δια εμπιστευτικήν συνέντευξιν γράψατε ταχυδρομικήν θυρίδα 830. (40, 607, 404, 654)
student-cell: Καλαϊτζίδου Σ. (863, 1385, 975, 1403)
